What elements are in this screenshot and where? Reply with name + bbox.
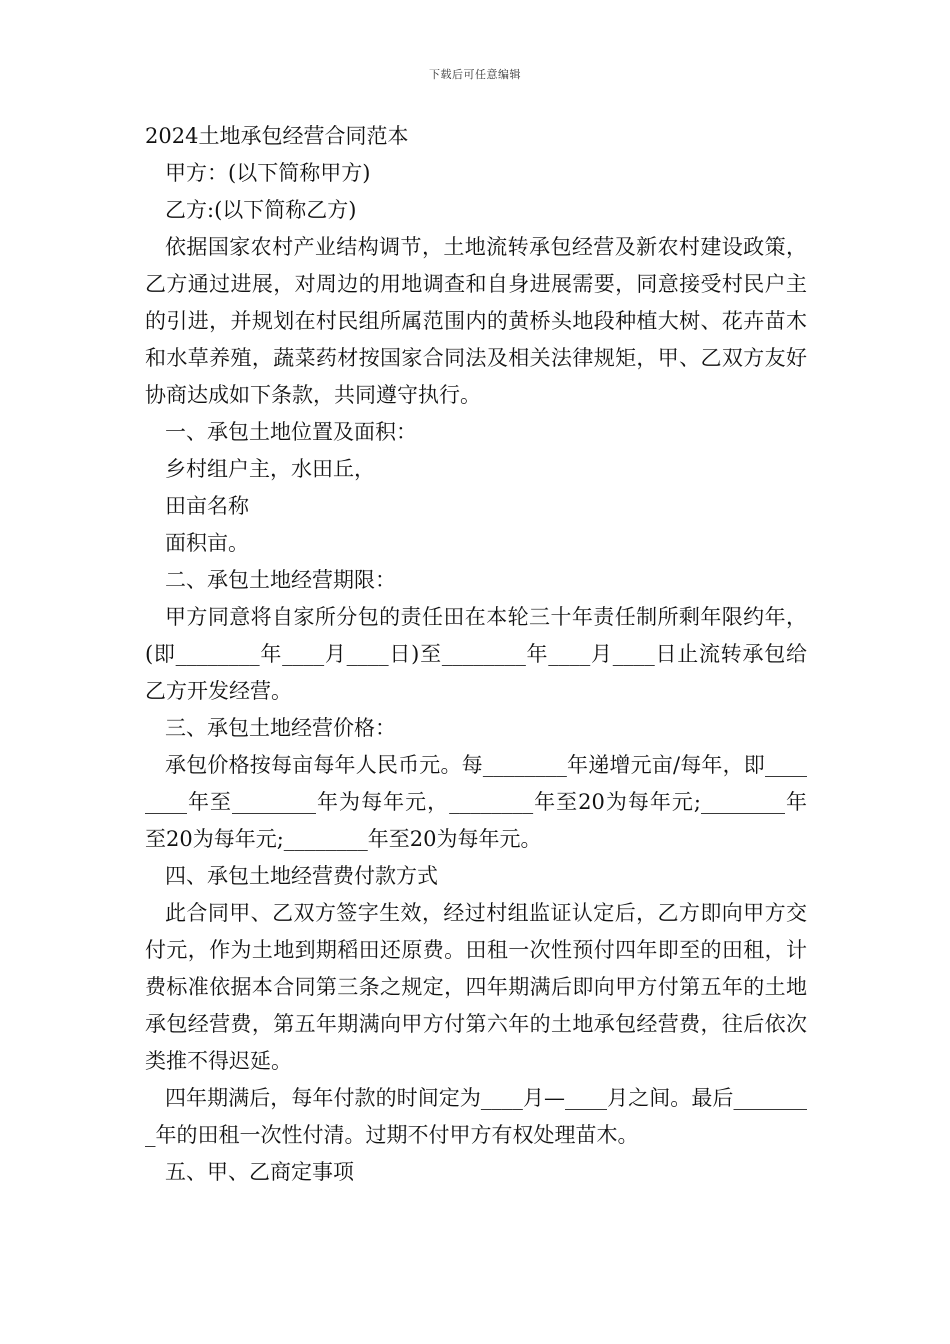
document-title: 2024土地承包经营合同范本 [145,124,409,148]
section-1-line-2: 田亩名称 [165,494,249,518]
section-3-body: 承包价格按每亩每年人民币元。每________年递增元亩/每年，即________年至________年为每年元，________年至20为每年元;________年至20为每年元;________年至20为每年元。 [145,753,807,851]
section-1-line-3: 面积亩。 [165,531,249,555]
section-3-heading: 三、承包土地经营价格： [165,716,396,740]
section-1-line-1: 乡村组户主，水田丘， [165,457,375,481]
section-5-heading: 五、甲、乙商定事项 [165,1160,354,1184]
section-2-heading: 二、承包土地经营期限： [165,568,396,592]
document-body [145,118,807,1191]
section-4-body-1: 此合同甲、乙双方签字生效，经过村组监证认定后，乙方即向甲方交付元，作为土地到期稻田还原费。田租一次性预付四年即至的田租，计费标准依据本合同第三条之规定，四年期满后即向甲方付第五年的土地承包经营费，第五年期满向甲方付第六年的土地承包经营费，往后依次类推不得迟延。 [145,901,807,1073]
section-2-body: 甲方同意将自家所分包的责任田在本轮三十年责任制所剩年限约年，(即________年____月____日)至________年____月____日止流转承包给乙方开发经营。 [145,605,807,703]
party-b-line: 乙方:(以下简称乙方) [165,198,357,222]
section-4-heading: 四、承包土地经营费付款方式 [165,864,438,888]
intro-paragraph: 依据国家农村产业结构调节，土地流转承包经营及新农村建设政策，乙方通过进展，对周边的用地调查和自身进展需要，同意接受村民户主的引进，并规划在村民组所属范围内的黄桥头地段种植大树、花卉苗木和水草养殖，蔬菜药材按国家合同法及相关法律规矩，甲、乙双方友好协商达成如下条款，共同遵守执行。 [145,235,807,407]
section-4-body-2: 四年期满后，每年付款的时间定为____月—____月之间。最后________年的田租一次性付清。过期不付甲方有权处理苗木。 [145,1086,807,1147]
party-a-line: 甲方：(以下简称甲方) [165,161,371,185]
section-1-heading: 一、承包土地位置及面积： [165,420,417,444]
page-header: 下载后可任意编辑 [429,68,521,81]
